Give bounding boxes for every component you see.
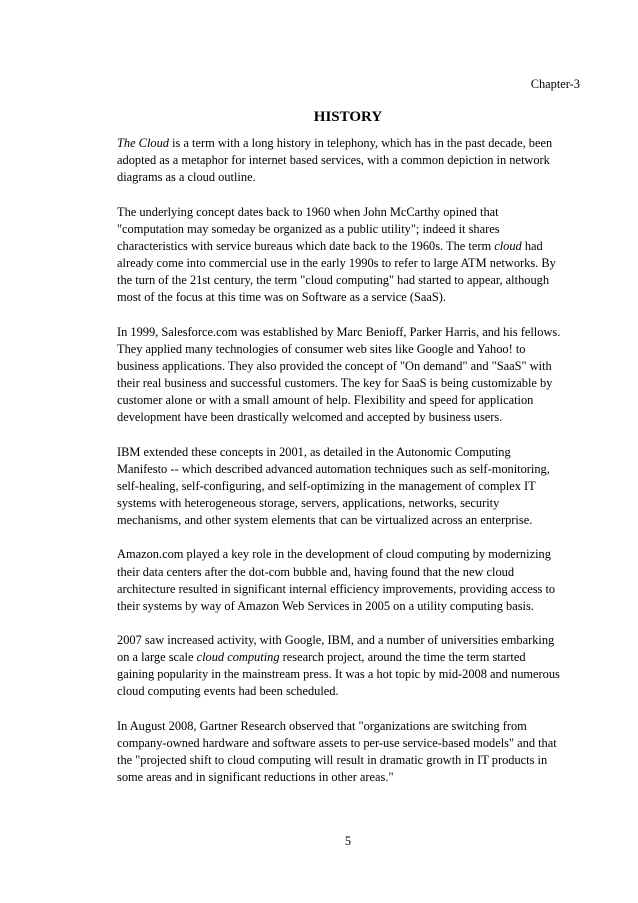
- text-run: is a term with a long history in telephony, which has in the past decade, been: [168, 136, 553, 150]
- text-run: on a large scale: [117, 650, 197, 665]
- text-line: In August 2008, Gartner Research observed that "organizations are switching from: [117, 718, 527, 733]
- text-line: Amazon.com played a key role in the development of cloud computing by modernizing: [117, 547, 551, 562]
- paragraph-intro: [117, 135, 585, 186]
- text-line: Manifesto -- which described advanced automation techniques such as self-monitoring,: [117, 461, 550, 476]
- text-line: [117, 238, 585, 255]
- text-line: most of the focus at this time was on Software as a service (SaaS).: [117, 290, 446, 305]
- emphasis-text: cloud computing: [196, 650, 280, 665]
- text-line: the turn of the 21st century, the term "cloud computing" had started to appear, although: [117, 273, 550, 288]
- text-line: [117, 135, 585, 152]
- emphasis-text: cloud: [494, 238, 522, 253]
- text-line: cloud computing events had been scheduled.: [117, 684, 339, 699]
- text-line: development have been drastically welcomed and accepted by business users.: [117, 410, 503, 425]
- text-line: diagrams as a cloud outline.: [117, 170, 256, 185]
- text-line: company-owned hardware and software assets to per-use service-based models" and that: [117, 736, 557, 751]
- text-line: mechanisms, and other system elements that can be virtualized across an enterprise.: [117, 512, 533, 527]
- emphasis-text: The Cloud: [117, 136, 169, 150]
- text-line: systems with heterogeneous storage, servers, applications, networks, security: [117, 495, 500, 510]
- text-line: their systems by way of Amazon Web Services in 2005 on a utility computing basis.: [117, 598, 534, 613]
- text-line: IBM extended these concepts in 2001, as detailed in the Autonomic Computing: [117, 444, 511, 459]
- text-run: research project, around the time the term started: [279, 650, 526, 665]
- text-line: "computation may someday be organized as a public utility"; indeed it shares: [117, 221, 500, 236]
- text-line: [117, 649, 585, 666]
- paragraph-salesforce: [117, 324, 585, 427]
- text-line: 2007 saw increased activity, with Google, IBM, and a number of universities embarking: [117, 633, 555, 648]
- text-line: the "projected shift to cloud computing will result in dramatic growth in IT products in: [117, 753, 548, 768]
- text-line: They applied many technologies of consumer web sites like Google and Yahoo! to: [117, 341, 526, 356]
- text-run: had: [521, 238, 543, 253]
- text-line: The underlying concept dates back to 1960 when John McCarthy opined that: [117, 204, 499, 219]
- paragraph-origins: [117, 204, 585, 307]
- text-run: characteristics with service bureaus which date back to the 1960s. The term: [117, 238, 495, 253]
- text-line: some areas and in significant reductions in other areas.": [117, 770, 394, 785]
- paragraph-gartner: [117, 718, 585, 786]
- paragraph-ibm: [117, 444, 585, 529]
- paragraph-amazon: [117, 546, 585, 614]
- text-line: their real business and successful customers. The key for SaaS is being customizable by: [117, 375, 553, 390]
- body-text: [117, 135, 585, 804]
- text-line: gaining popularity in the mainstream press. It was a hot topic by mid-2008 and numerous: [117, 667, 560, 682]
- text-line: business applications. They also provided the concept of "On demand" and "SaaS" with: [117, 358, 552, 373]
- text-line: customer alone or with a small amount of help. Flexibility and speed for application: [117, 393, 534, 407]
- paragraph-2007: [117, 632, 585, 700]
- text-line: architecture resulted in significant internal efficiency improvements, providing access to: [117, 581, 556, 596]
- text-line: already come into commercial use in the early 1990s to refer to large ATM networks. By: [117, 255, 556, 270]
- text-line: In 1999, Salesforce.com was established by Marc Benioff, Parker Harris, and his fellows.: [117, 324, 561, 339]
- text-line: adopted as a metaphor for internet based services, with a common depiction in network: [117, 153, 550, 168]
- page-title: HISTORY: [313, 109, 383, 125]
- chapter-label: Chapter-3: [530, 77, 580, 91]
- page-number: 5: [344, 834, 352, 848]
- text-line: their data centers after the dot-com bubble and, having found that the new cloud: [117, 564, 515, 579]
- text-line: self-healing, self-configuring, and self-optimizing in the management of complex IT: [117, 478, 536, 493]
